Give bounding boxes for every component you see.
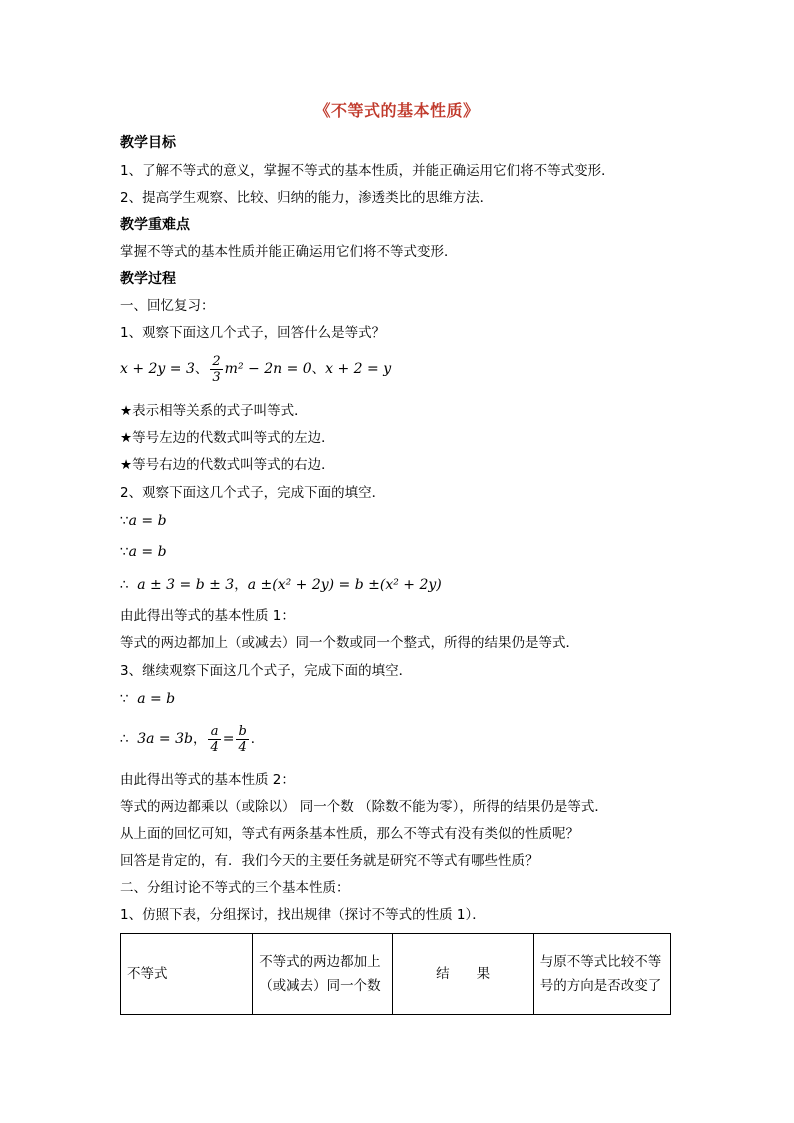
question-1: 1、观察下面这几个式子，回答什么是等式？ (120, 325, 386, 341)
definition-star-3: ★等号右边的代数式叫等式的右边． (120, 457, 335, 473)
fraction-numerator: b (238, 723, 247, 739)
property-2-intro: 由此得出等式的基本性质 2： (120, 772, 295, 788)
because-line-3 (120, 690, 175, 708)
paragraph-1: 从上面的回忆可知，等式有两条基本性质，那么不等式有没有类似的性质呢？ (120, 826, 579, 842)
separator: ， (234, 577, 248, 593)
property-table (120, 933, 671, 1015)
equation-a-equals-b: a = b (128, 544, 167, 560)
equation-3a-equals-3b: 3a = 3b (137, 731, 193, 747)
key-points-text: 掌握不等式的基本性质并能正确运用它们将不等式变形． (120, 244, 458, 260)
equation-1: x + 2y = 3 (120, 361, 195, 377)
property-1-intro: 由此得出等式的基本性质 1： (120, 608, 295, 624)
property-2: 等式的两边都乘以（或除以） 同一个数 （除数不能为零），所得的结果仍是等式． (120, 799, 608, 815)
equation-examples (120, 350, 391, 388)
process-heading: 教学过程 (120, 271, 176, 287)
equation-plus-minus-expression: a ±(x² + 2y) = b ±(x² + 2y) (247, 577, 442, 593)
because-symbol: ∵ (120, 513, 129, 529)
fraction-a-over-4 (208, 724, 220, 755)
key-points-heading: 教学重难点 (120, 217, 190, 233)
fraction-numerator: 2 (212, 353, 221, 369)
because-line-1 (120, 512, 167, 530)
goal-2: 2、提高学生观察、比较、归纳的能力，渗透类比的思维方法． (120, 190, 494, 206)
therefore-line-2: ∴ 3a = 3b， $\frac{a}{4}$ = $\frac{b}{4}$ ． (120, 723, 265, 755)
table-header-inequality: 不等式 (121, 934, 253, 1015)
because-symbol: ∵ (120, 544, 129, 560)
separator: 、 (194, 361, 209, 377)
task-1: 1、仿照下表，分组探讨，找出规律（探讨不等式的性质 1）． (120, 907, 486, 923)
because-symbol: ∵ (120, 691, 129, 707)
therefore-symbol: ∴ (120, 731, 129, 747)
equation-plus-minus-3: a ± 3 = b ± 3 (137, 577, 235, 593)
fraction-denominator: 3 (212, 369, 221, 385)
equation-a-equals-b: a = b (128, 513, 167, 529)
table-header-add-subtract: 不等式的两边都加上（或减去）同一个数 (253, 934, 393, 1015)
fraction-b-over-4 (236, 724, 248, 755)
review-heading: 一、回忆复习： (120, 298, 215, 314)
section-2-heading: 二、分组讨论不等式的三个基本性质： (120, 880, 350, 896)
therefore-line-1 (120, 576, 442, 594)
table-header-result: 结 果 (393, 934, 533, 1015)
goal-1: 1、了解不等式的意义，掌握不等式的基本性质，并能正确运用它们将不等式变形． (120, 163, 615, 179)
equation-a-equals-b: a = b (137, 691, 176, 707)
equation-2: m² − 2n = 0 (224, 361, 312, 377)
definition-star-2: ★等号左边的代数式叫等式的左边． (120, 430, 335, 446)
fraction-denominator: 4 (210, 739, 219, 755)
document-title: 《不等式的基本性质》 (314, 101, 480, 120)
paragraph-2: 回答是肯定的，有．我们今天的主要任务就是研究不等式有哪些性质？ (120, 853, 539, 869)
equation-3: x + 2 = y (325, 361, 392, 377)
fraction-numerator: a (208, 724, 220, 740)
goals-heading: 教学目标 (120, 135, 176, 151)
separator: ， (192, 731, 207, 747)
question-3: 3、继续观察下面这几个式子，完成下面的填空． (120, 663, 413, 679)
property-1: 等式的两边都加上（或减去）同一个数或同一个整式，所得的结果仍是等式． (120, 635, 579, 651)
because-line-2 (120, 543, 167, 561)
question-2: 2、观察下面这几个式子，完成下面的填空． (120, 485, 386, 501)
table-header-direction-change: 与原不等式比较不等号的方向是否改变了 (533, 934, 670, 1015)
therefore-symbol: ∴ (120, 577, 129, 593)
fraction-two-thirds (210, 354, 222, 385)
equals-sign: = (222, 731, 235, 747)
table-row (121, 934, 671, 1015)
separator: 、 (311, 361, 326, 377)
definition-star-1: ★表示相等关系的式子叫等式． (120, 403, 308, 419)
fraction-denominator: 4 (238, 739, 247, 755)
